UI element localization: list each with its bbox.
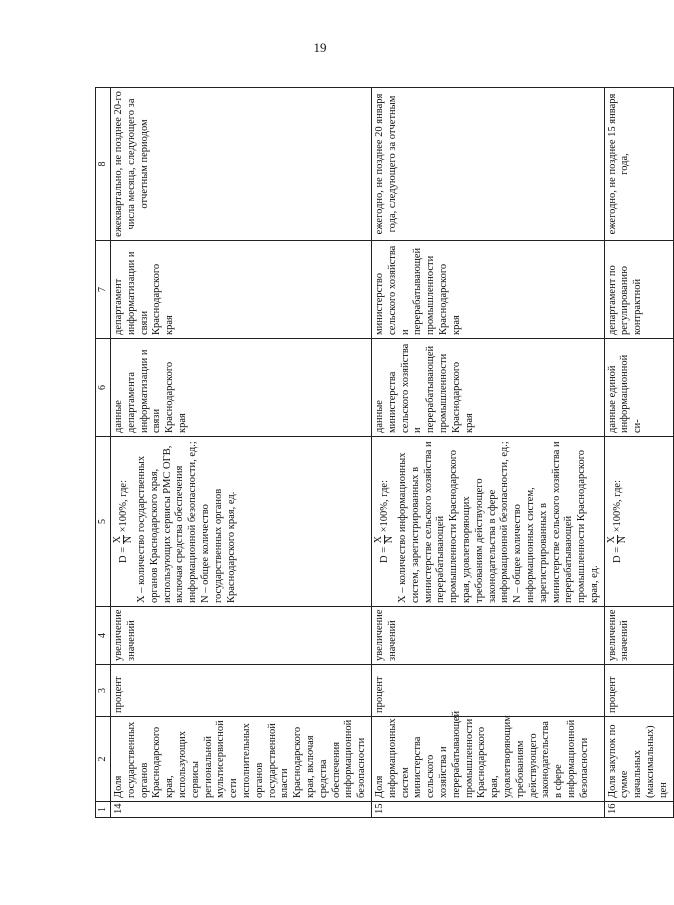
formula	[607, 440, 628, 603]
unit-cell: процент	[604, 665, 673, 717]
formula-definition: X – количество государственных органов Краснодарского края, использующих сервисы РМС ОГВ, включая средства обеспечения информационной безопасности, ед.; N – общее количество государственных органов Краснодарского края, ед.	[136, 441, 237, 603]
deadline-cell: ежегодно, не позднее 15 января года,	[604, 88, 673, 241]
table-row	[371, 88, 604, 818]
row-number: 14	[111, 802, 372, 818]
header-cell: 5	[96, 437, 111, 607]
deadline-cell: ежегодно, не позднее 20 января года, следующего за отчетным	[371, 88, 604, 241]
responsible-cell: министерство сельского хозяйства и перерабатывающей промышленности Краснодарского края	[371, 241, 604, 339]
formula-lhs: D =	[117, 546, 129, 563]
page-number: 19	[313, 40, 327, 55]
table-row	[111, 88, 372, 818]
formula-rhs: ×100%, где:	[117, 480, 129, 533]
table-row	[604, 88, 673, 818]
header-cell: 6	[96, 339, 111, 437]
formula-numerator: X	[112, 536, 123, 544]
header-cell: 7	[96, 241, 111, 339]
unit-cell: процент	[111, 665, 372, 717]
source-cell: данные единой информационной си-	[604, 339, 673, 437]
formula-numerator: X	[605, 536, 617, 544]
formula	[113, 440, 134, 603]
indicator-name: Доля закупок по сумме начальных (максимальных) цен	[604, 717, 673, 802]
indicator-name: Доля информационных систем министерства сельского хозяйства и перерабатывающей промышленности Краснодарского края, удовлетворяющим требованиям действующего законодательства в сфере информационной безопасности	[371, 717, 604, 802]
header-cell: 3	[96, 665, 111, 717]
formula	[374, 440, 395, 603]
formula-rhs: ×100%, где:	[378, 480, 390, 533]
responsible-cell: департамент по регулированию контрактной	[604, 241, 673, 339]
responsible-cell: департамент информатизации и связи Краснодарского края	[111, 241, 372, 339]
source-cell: данные министерства сельского хозяйства и перерабатывающей промышленности Краснодарского края	[371, 339, 604, 437]
header-cell: 2	[96, 717, 111, 802]
trend-cell: увеличение значений	[371, 607, 604, 665]
formula-lhs: D =	[611, 546, 623, 563]
formula-definition: X – количество информационных систем, зарегистрированных в министерстве сельского хозяйства и перерабатывающей промышленности Краснодарского края, удовлетворяющих требованиям действующего законодательства в сфере информационной безопасности, ед.; N – общее количество информационных систем, зарегистрированных в министерстве сельского хозяйства и перерабатывающей промышленности Краснодарского края, ед.	[396, 441, 600, 603]
unit-cell: процент	[371, 665, 604, 717]
trend-cell: увеличение значений	[111, 607, 372, 665]
row-number: 16	[604, 802, 673, 818]
header-cell: 1	[96, 802, 111, 818]
formula-rhs: ×100%, где:	[611, 480, 623, 533]
header-row	[96, 88, 111, 818]
source-cell: данные департамента информатизации и связи Краснодарского края	[111, 339, 372, 437]
indicators-table	[95, 87, 674, 818]
deadline-cell: ежеквартально, не позднее 20-го числа месяца, следующего за отчетным периодом	[111, 88, 372, 241]
row-number: 15	[371, 802, 604, 818]
formula-denominator: N	[616, 536, 628, 544]
formula-fraction	[374, 535, 395, 544]
trend-cell: увеличение значений	[604, 607, 673, 665]
formula-cell	[371, 437, 604, 607]
header-cell: 4	[96, 607, 111, 665]
formula-numerator: X	[372, 536, 384, 544]
formula-denominator: N	[383, 536, 395, 544]
rotated-table-wrapper	[95, 88, 669, 818]
formula-lhs: D =	[378, 546, 390, 563]
formula-fraction	[607, 535, 628, 544]
formula-cell	[111, 437, 372, 607]
formula-cell	[604, 437, 673, 607]
formula-denominator: N	[123, 536, 134, 544]
header-cell: 8	[96, 88, 111, 241]
formula-fraction	[113, 535, 134, 544]
indicator-name: Доля государственных органов Краснодарского края, использующих сервисы региональной мультисервисной сети исполнительных органов государственной власти Краснодарского края, включая средства обеспечения информационной безопасности	[111, 717, 372, 802]
